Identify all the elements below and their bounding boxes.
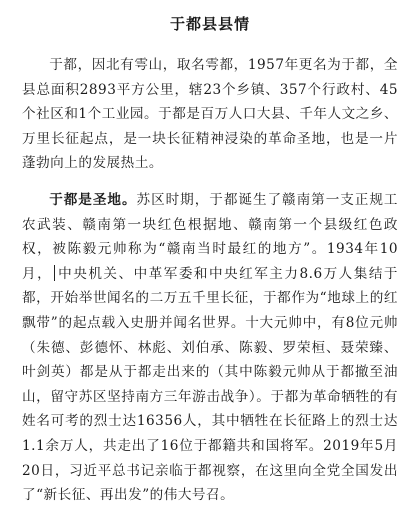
paragraph-text-part1: 苏区时期，于都诞生了赣南第一支正规工农武装、赣南第一块红色根据地、赣南第一个县级红色政权，被陈毅元帅称为“赣南当时最红的地方”。1934年10月， <box>22 191 399 282</box>
document-title: 于都县县情 <box>169 15 250 33</box>
text-cursor <box>54 265 55 281</box>
paragraph-holy-land <box>22 188 398 508</box>
paragraph-overview: 于都，因北有雩山，取名雩都，1957年更名为于都，全县总面积2893平方公里，辖23个乡镇、357个行政村、45个社区和1个工业园。于都是百万人口大县、千年人文之乡、万里长征起点，是一块长征精神浸染的革命圣地，也是一片蓬勃向上的发展热土。 <box>22 57 398 172</box>
paragraph-text-part2: 中央机关、中革军委和中央红军主力8.6万人集结于都，开始举世闻名的二万五千里长征，于都作为“地球上的红飘带”的起点载入史册并闻名世界。十大元帅中，有8位元帅（朱德、彭德怀、林彪、刘伯承、陈毅、罗荣桓、聂荣臻、叶剑英）都是从于都走出来的（其中陈毅元帅从于都撤至油山，留守苏区坚持南方三年游击战争）。于都为革命牺牲的有姓名可考的烈士达16356人，其中牺牲在长征路上的烈士达1.1余万人，共走出了16位于都籍共和国将军。2019年5月20日，习近平总书记亲临于都视察，在这里向全党全国发出了“新长征、再出发”的伟大号召。 <box>22 265 398 504</box>
paragraph-lead-bold: 于都是圣地。 <box>49 191 137 208</box>
